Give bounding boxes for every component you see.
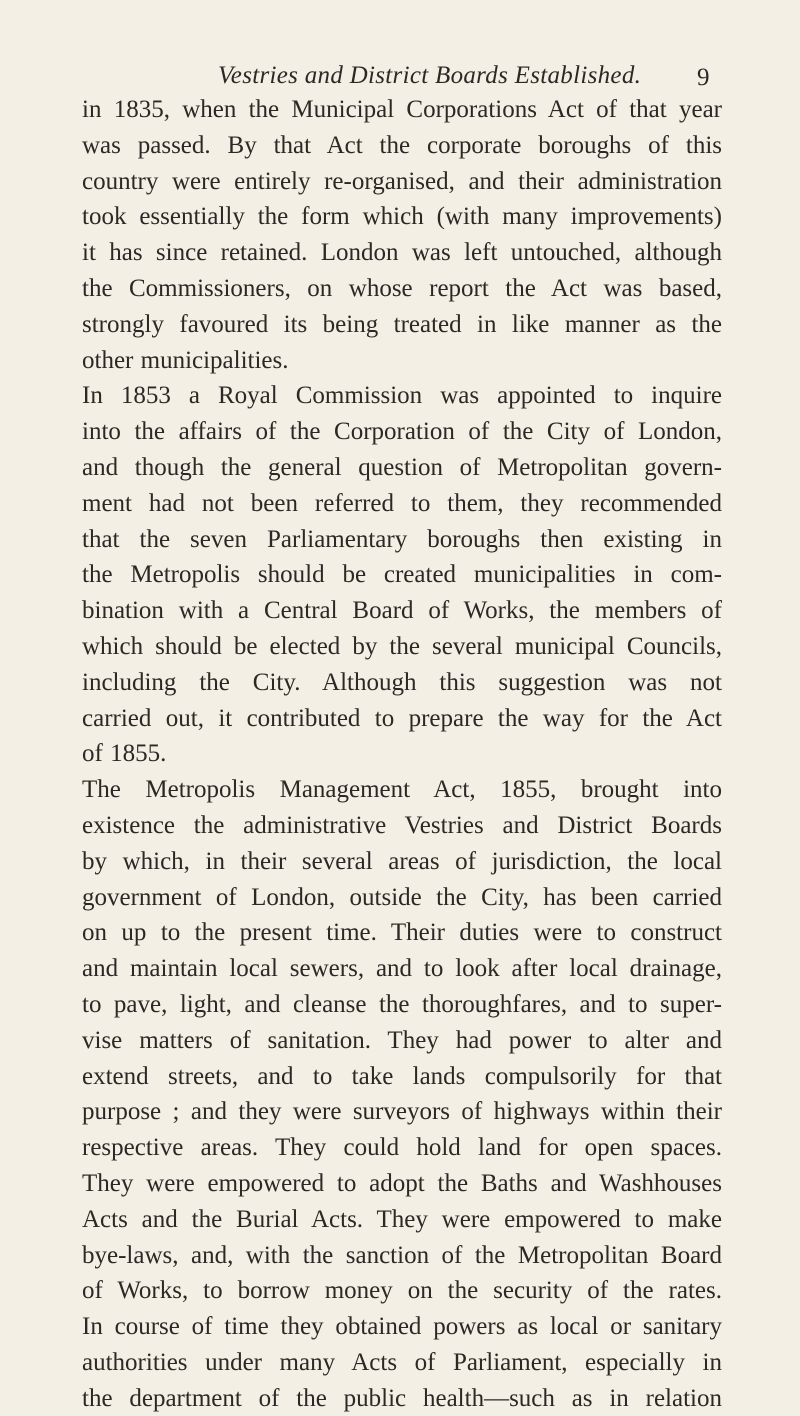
text-line: ment had not been referred to them, they recommended — [82, 489, 722, 517]
text-line: it has since retained. London was left untouched, although — [82, 239, 722, 267]
text-line: government of London, outside the City, has been carried — [82, 883, 722, 911]
running-head: Vestries and District Boards Established. — [218, 62, 642, 89]
text-line: bination with a Central Board of Works, the members of — [82, 597, 722, 625]
text-line: strongly favoured its being treated in like manner as the — [82, 310, 722, 338]
text-line: of 1855. — [82, 740, 167, 768]
text-line: country were entirely re-organised, and their administration — [82, 167, 722, 195]
text-line: Acts and the Burial Acts. They were empowered to make — [82, 1205, 722, 1233]
text-line: on up to the present time. Their duties were to construct — [82, 919, 722, 947]
body-text — [82, 92, 722, 1416]
text-line: other municipalities. — [82, 346, 289, 374]
text-line: purpose ; and they were surveyors of highways within their — [82, 1098, 722, 1126]
text-line: which should be elected by the several municipal Councils, — [82, 632, 722, 660]
text-line: the Commissioners, on whose report the Act was based, — [82, 274, 722, 302]
text-line: The Metropolis Management Act, 1855, brought into — [82, 776, 722, 804]
paragraph-2 — [82, 378, 722, 772]
text-line: existence the administrative Vestries and District Boards — [82, 811, 722, 839]
text-line: bye-laws, and, with the sanction of the Metropolitan Board — [82, 1241, 722, 1269]
text-line: that the seven Parliamentary boroughs then existing in — [82, 525, 722, 553]
text-line: In 1853 a Royal Commission was appointed to inquire — [82, 382, 722, 410]
paragraph-1 — [82, 92, 722, 378]
text-line: and though the general question of Metropolitan govern- — [82, 453, 722, 481]
text-line: carried out, it contributed to prepare the way for the Act — [82, 704, 722, 732]
page-number: 9 — [697, 64, 710, 91]
text-line: including the City. Although this suggestion was not — [82, 668, 722, 696]
text-line: to pave, light, and cleanse the thoroughfares, and to super- — [82, 990, 722, 1018]
text-line: was passed. By that Act the corporate boroughs of this — [82, 131, 722, 159]
text-line: the department of the public health—such as in relation — [82, 1384, 722, 1412]
text-line: and maintain local sewers, and to look after local drainage, — [82, 955, 722, 983]
text-line: into the affairs of the Corporation of the City of London, — [82, 418, 722, 446]
text-line: vise matters of sanitation. They had power to alter and — [82, 1026, 722, 1054]
text-line: In course of time they obtained powers as local or sanitary — [82, 1313, 722, 1341]
text-line: extend streets, and to take lands compulsorily for that — [82, 1062, 722, 1090]
paragraph-3 — [82, 772, 722, 1416]
text-line: by which, in their several areas of jurisdiction, the local — [82, 847, 722, 875]
text-line: of Works, to borrow money on the security of the rates. — [82, 1277, 722, 1305]
text-line: respective areas. They could hold land for open spaces. — [82, 1134, 722, 1162]
text-line: authorities under many Acts of Parliament, especially in — [82, 1348, 722, 1376]
text-line: took essentially the form which (with many improvements) — [82, 203, 722, 231]
text-line: in 1835, when the Municipal Corporations Act of that year — [82, 96, 722, 123]
text-line: the Metropolis should be created municipalities in com- — [82, 561, 722, 589]
text-line: They were empowered to adopt the Baths and Washhouses — [82, 1169, 722, 1197]
